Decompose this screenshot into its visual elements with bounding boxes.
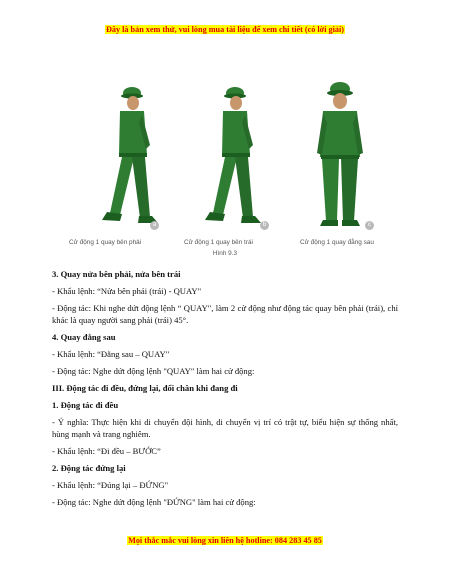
document-body [52, 268, 398, 508]
badge-a: a [150, 221, 159, 230]
figure-number: Hình 9.3 [212, 250, 238, 257]
preview-banner-text: Đây là bản xem thử, vui lòng mua tài liệu để xem chi tiết (có lời giải) [105, 25, 344, 34]
paragraph: - Động tác: Nghe dứt động lệnh "QUAY" làm hai cử động: [52, 366, 255, 376]
soldier-photo-b [175, 75, 285, 265]
heading-dung-lai: 2. Động tác đứng lại [52, 463, 126, 473]
paragraph: - Khẩu lệnh: “Nửa bên phải (trái) - QUAY" [52, 286, 202, 296]
caption-b: Cử động 1 quay bên trái [184, 239, 253, 246]
paragraph: - Khẩu lệnh: “Đúng lại – ĐỨNG" [52, 480, 169, 490]
paragraph: - Động tác: Nghe dứt động lệnh "ĐỨNG" làm hai cử động: [52, 497, 256, 507]
soldier-photo-a [70, 75, 180, 265]
hotline-banner-text: Mọi thắc mắc vui lòng xin liên hệ hotline: 084 283 45 85 [128, 536, 322, 545]
badge-c: c [365, 221, 374, 230]
heading-quay-dang-sau: 4. Quay đằng sau [52, 332, 116, 342]
heading-section-iii: III. Động tác đi đều, đứng lại, đổi chân khi đang đi [52, 383, 238, 393]
heading-quay-nua: 3. Quay nửa bên phải, nửa bên trái [52, 269, 181, 279]
heading-di-deu: 1. Động tác đi đều [52, 400, 119, 410]
caption-a: Cử động 1 quay bên phải [69, 239, 142, 246]
badge-b: b [260, 221, 269, 230]
soldier-photo-c [285, 75, 395, 265]
paragraph: - Động tác: Khi nghe dứt động lệnh “ QUAY", làm 2 cử động như động tác quay bên phải (trái), chỉ khác là quay người sang phải (trái) 45°. [52, 303, 398, 325]
paragraph: - Ý nghĩa: Thực hiện khi di chuyển đội hình, di chuyển vị trí có trật tự, biểu hiện sự thống nhất, hùng mạnh và trang nghiêm. [52, 417, 398, 439]
paragraph: - Khẩu lệnh: “Đi đều – BƯỚC” [52, 446, 161, 456]
caption-c: Cử động 1 quay đằng sau [300, 239, 374, 246]
hotline-banner [0, 536, 450, 545]
paragraph: - Khẩu lệnh: “Đằng sau – QUAY" [52, 349, 170, 359]
preview-banner [0, 25, 450, 34]
